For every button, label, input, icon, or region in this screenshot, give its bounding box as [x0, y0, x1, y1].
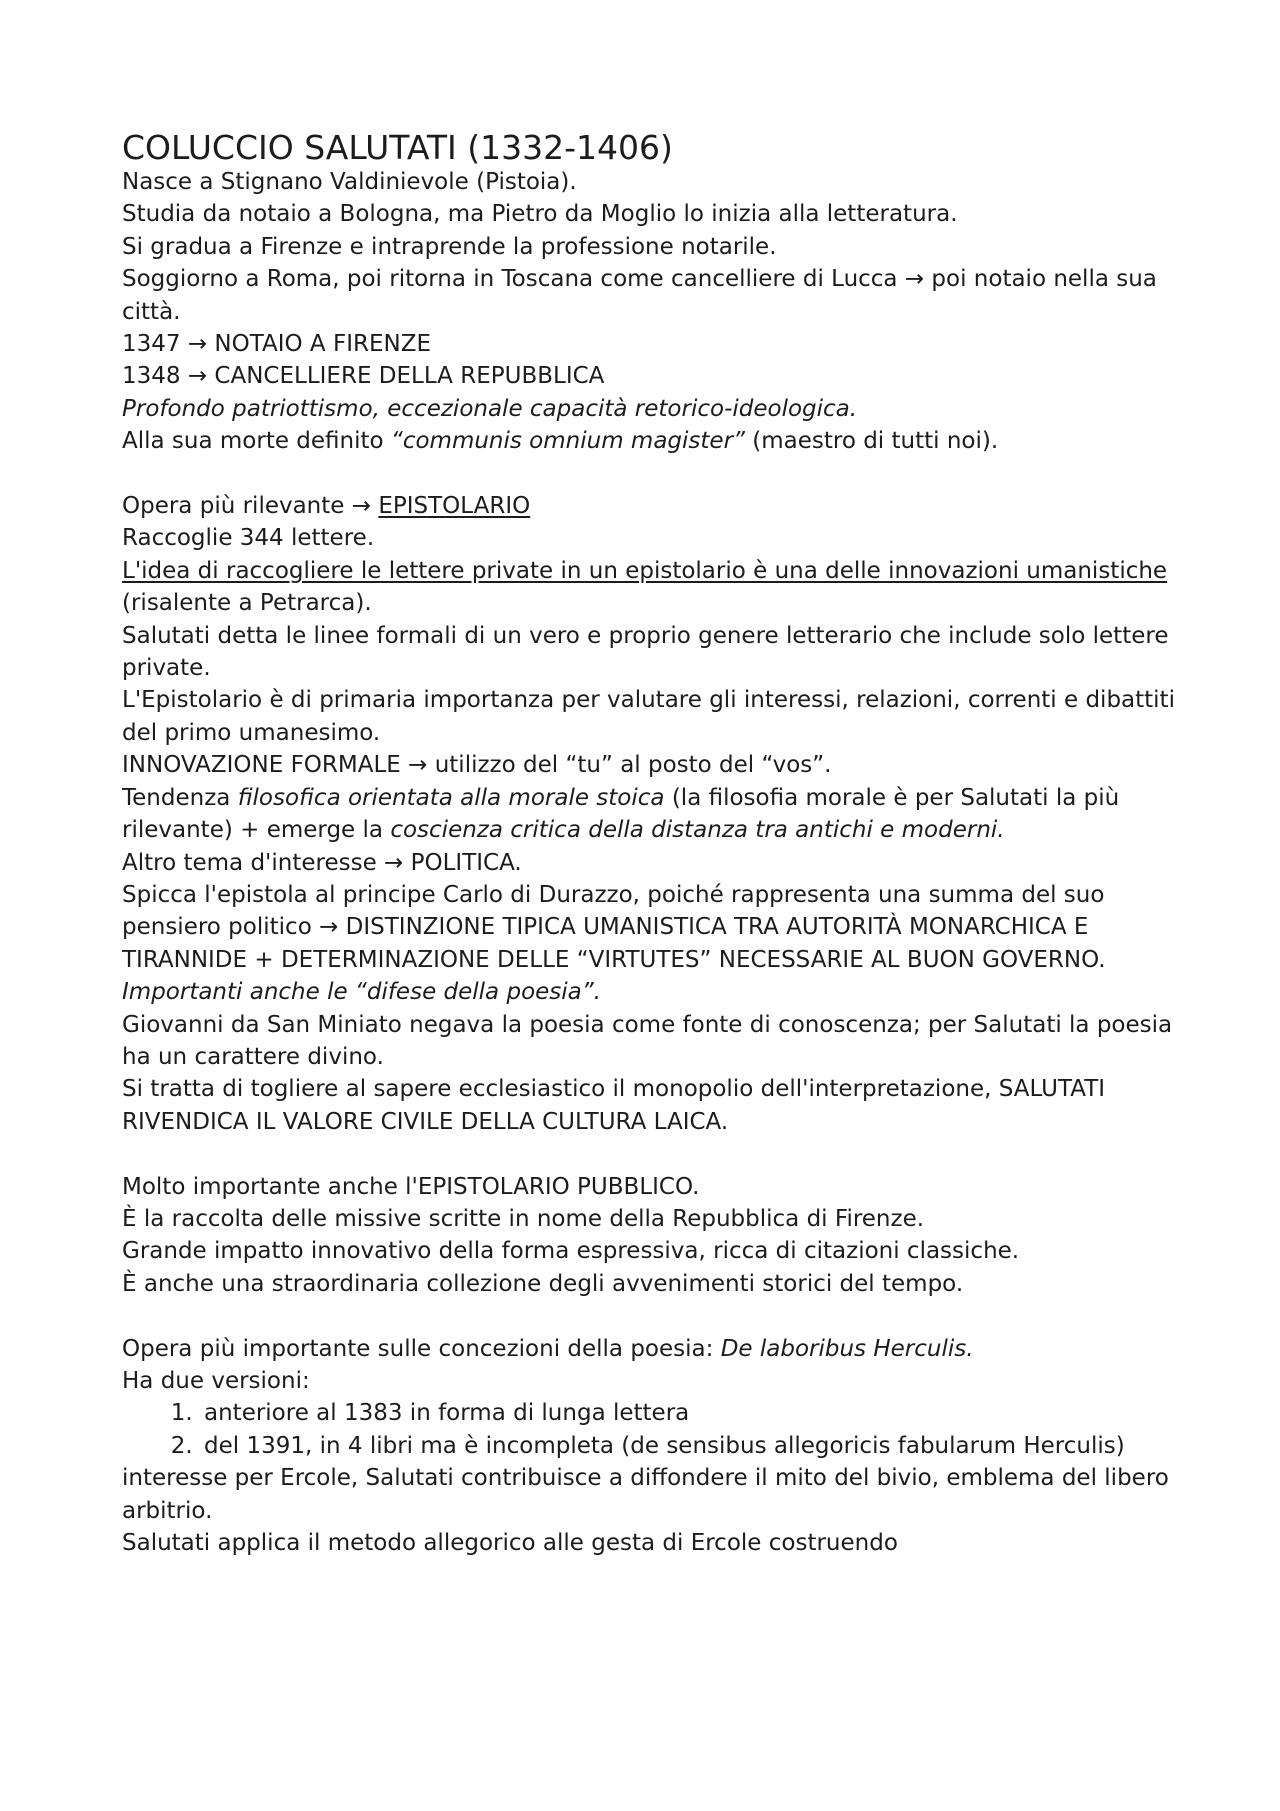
- text-run: Alla sua morte definito: [122, 428, 391, 455]
- paragraph: Si tratta di togliere al sapere ecclesiastico il monopolio dell'interpretazione, SALUTATI RIVENDICA IL VALORE CIVILE DELLA CULTURA LAICA.: [122, 1076, 1106, 1135]
- paragraph: 1348 → CANCELLIERE DELLA REPUBBLICA: [122, 363, 605, 390]
- numbered-list: [122, 1397, 1182, 1462]
- italic-quote: “communis omnium magister”: [390, 428, 745, 455]
- text-run: (risalente a Petrarca).: [122, 590, 372, 617]
- paragraph: Spicca l'epistola al principe Carlo di Durazzo, poiché rappresenta una summa del suo pensiero politico → DISTINZIONE TIPICA UMANISTICA TRA AUTORITÀ MONARCHICA E TIRANNIDE + DETERMINAZIONE DELLE “VIRTUTES” NECESSARIE AL BUON GOVERNO.: [122, 881, 1106, 973]
- paragraph: Molto importante anche l'EPISTOLARIO PUBBLICO.: [122, 1173, 700, 1200]
- italic-paragraph: Profondo patriottismo, eccezionale capacità retorico-ideologica.: [122, 395, 858, 422]
- paragraph: È la raccolta delle missive scritte in nome della Repubblica di Firenze.: [122, 1205, 925, 1232]
- text-run: (maestro di tutti noi).: [744, 428, 999, 455]
- paragraph: INNOVAZIONE FORMALE → utilizzo del “tu” al posto del “vos”.: [122, 752, 832, 779]
- paragraph: Raccoglie 344 lettere.: [122, 525, 375, 552]
- italic-text: coscienza critica della distanza tra antichi e moderni.: [390, 817, 1005, 844]
- paragraph: È anche una straordinaria collezione degli avvenimenti storici del tempo.: [122, 1270, 964, 1297]
- paragraph: Studia da notaio a Bologna, ma Pietro da Moglio lo inizia alla letteratura.: [122, 201, 958, 228]
- document-body: [122, 126, 1182, 1559]
- text-run: (la filosofia morale è per Salutati la più rilevante) + emerge la: [122, 784, 1120, 844]
- text-run: Tendenza: [122, 784, 238, 811]
- paragraph: Nasce a Stignano Valdinievole (Pistoia).: [122, 169, 577, 195]
- page-title: COLUCCIO SALUTATI (1332-1406): [122, 128, 673, 167]
- underlined-heading: EPISTOLARIO: [378, 493, 531, 520]
- paragraph: [122, 555, 1182, 620]
- italic-paragraph: Importanti anche le “difese della poesia”.: [122, 979, 601, 1006]
- paragraph: L'Epistolario è di primaria importanza per valutare gli interessi, relazioni, correnti e dibattiti del primo umanesimo.: [122, 687, 1175, 746]
- paragraph: [122, 425, 1182, 457]
- paragraph: Si gradua a Firenze e intraprende la professione notarile.: [122, 233, 777, 260]
- italic-work-title: De laboribus Herculis.: [720, 1335, 974, 1362]
- paragraph: [122, 782, 1182, 847]
- paragraph: 1347 → NOTAIO A FIRENZE: [122, 331, 431, 358]
- blank-line: [122, 1300, 1182, 1332]
- paragraph: Salutati applica il metodo allegorico alle gesta di Ercole costruendo: [122, 1530, 898, 1557]
- paragraph: Altro tema d'interesse → POLITICA.: [122, 849, 522, 876]
- paragraph: Soggiorno a Roma, poi ritorna in Toscana come cancelliere di Lucca → poi notaio nella sua città.: [122, 266, 1157, 325]
- paragraph: Giovanni da San Miniato negava la poesia come fonte di conoscenza; per Salutati la poesia ha un carattere divino.: [122, 1011, 1173, 1070]
- paragraph: Grande impatto innovativo della forma espressiva, ricca di citazioni classiche.: [122, 1238, 1020, 1265]
- blank-line: [122, 1138, 1182, 1170]
- text-run: Opera più rilevante →: [122, 493, 379, 520]
- blank-line: [122, 458, 1182, 490]
- paragraph: interesse per Ercole, Salutati contribuisce a diffondere il mito del bivio, emblema del libero arbitrio.: [122, 1465, 1169, 1524]
- paragraph: Salutati detta le linee formali di un vero e proprio genere letterario che include solo lettere private.: [122, 622, 1169, 682]
- list-item: 2. del 1391, in 4 libri ma è incompleta (de sensibus allegoricis fabularum Herculis): [200, 1430, 1182, 1462]
- paragraph: [122, 490, 1182, 522]
- underlined-text: L'idea di raccogliere le lettere private in un epistolario è una delle innovazioni umanistiche: [122, 557, 1168, 584]
- list-item: 1. anteriore al 1383 in forma di lunga lettera: [200, 1397, 1182, 1429]
- text-run: Opera più importante sulle concezioni della poesia:: [122, 1335, 721, 1362]
- italic-text: filosofica orientata alla morale stoica: [237, 784, 665, 811]
- paragraph: [122, 1333, 1182, 1365]
- paragraph: Ha due versioni:: [122, 1367, 310, 1394]
